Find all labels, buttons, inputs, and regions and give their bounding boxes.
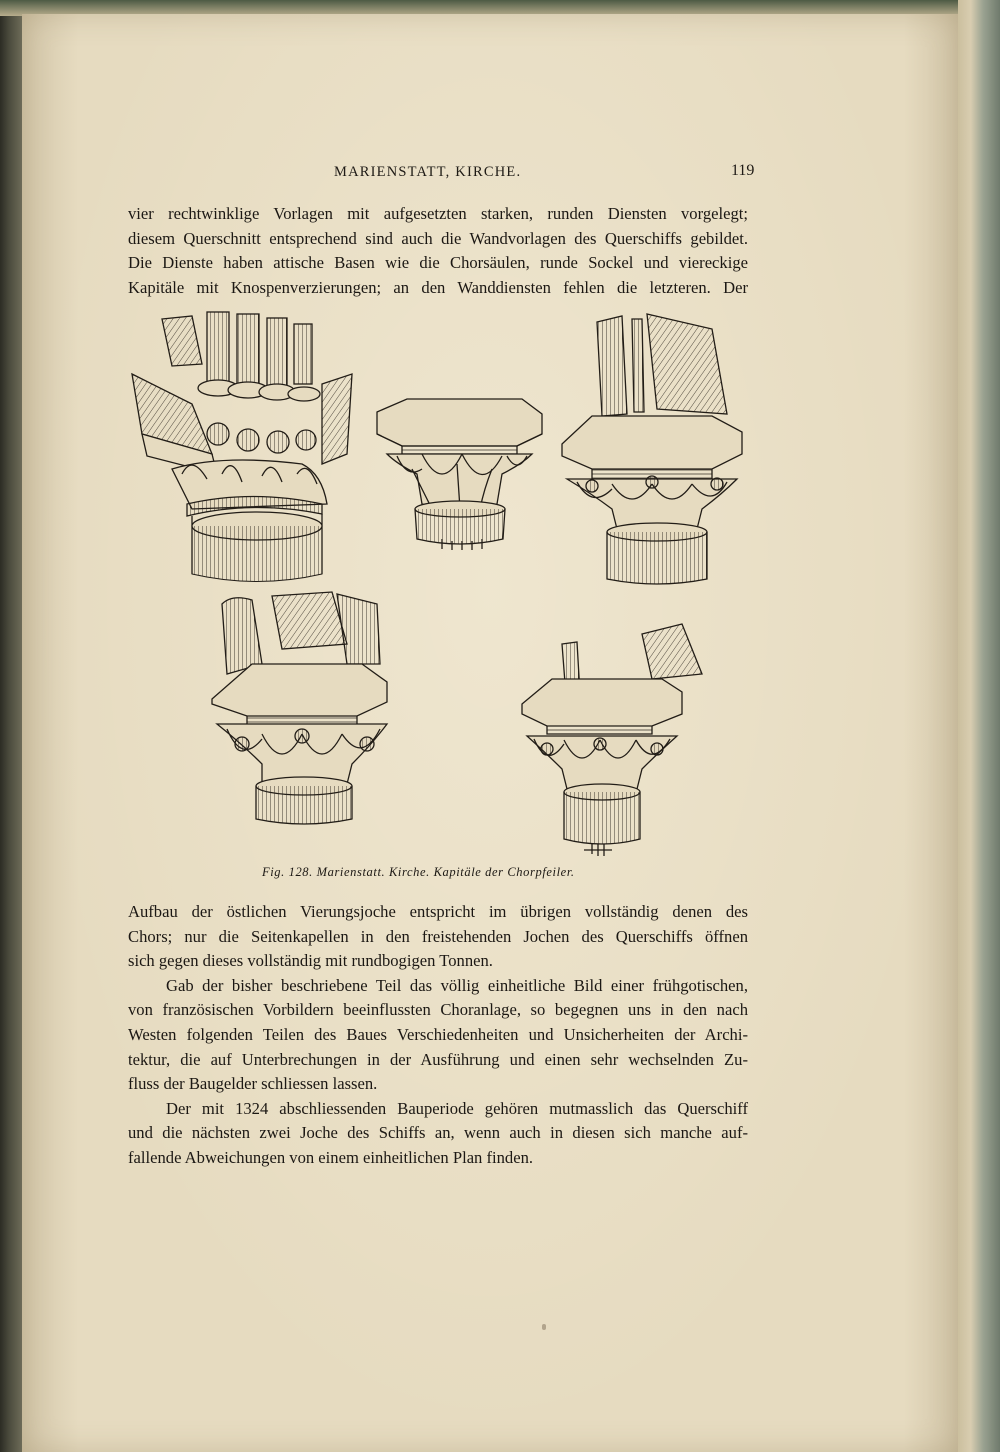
text-line: vier rechtwinklige Vorlagen mit aufgesetzten starken, runden Diensten vorgelegt; bbox=[128, 204, 748, 223]
text-line: Aufbau der östlichen Vierungsjoche entspricht im übrigen vollständig denen des bbox=[128, 902, 748, 921]
text-line: tektur, die auf Unterbrechungen in der Ausführung und einen sehr wechselnden Zu- bbox=[128, 1049, 748, 1069]
capital-bottom-right bbox=[522, 624, 702, 856]
text-line: fluss der Baugelder schliessen lassen. bbox=[128, 1074, 378, 1094]
figure-caption: Fig. 128. Marienstatt. Kirche. Kapitäle der Chorpfeiler. bbox=[262, 865, 575, 879]
capital-top-middle bbox=[377, 399, 542, 550]
page-number: 119 bbox=[731, 162, 755, 179]
running-title: MARIENSTATT, KIRCHE. bbox=[334, 164, 522, 180]
capital-bottom-left bbox=[212, 592, 387, 824]
capital-top-left bbox=[132, 312, 352, 582]
text-line: und die nächsten zwei Joche des Schiffs an, wenn auch in diesen sich manche auf- bbox=[128, 1123, 748, 1143]
text-line: Kapitäle mit Knospenverzierungen; an den Wanddiensten fehlen die letzteren. Der bbox=[128, 277, 748, 297]
ink-speck bbox=[542, 1324, 546, 1330]
paragraphs-bottom bbox=[128, 900, 748, 1171]
capital-top-right bbox=[562, 314, 742, 584]
scan-right-edge bbox=[958, 0, 1000, 1452]
text-line: Der mit 1324 abschliessenden Bauperiode gehören mutmasslich das Querschiff bbox=[166, 1098, 748, 1118]
book-page bbox=[22, 14, 960, 1452]
text-line: Westen folgenden Teilen des Baues Verschiedenheiten und Unsicherheiten der Archi- bbox=[128, 1024, 748, 1044]
figure-capitals bbox=[122, 304, 752, 864]
text-line: Chors; nur die Seitenkapellen in den freistehenden Jochen des Querschiffs öffnen bbox=[128, 926, 748, 946]
scan-left-edge bbox=[0, 0, 22, 1452]
text-line: diesem Querschnitt entsprechend sind auch die Wandvorlagen des Querschiffs gebildet. bbox=[128, 228, 748, 248]
text-line: Gab der bisher beschriebene Teil das völlig einheitliche Bild einer frühgotischen, bbox=[166, 975, 748, 995]
paragraph-top bbox=[128, 202, 748, 300]
capitals-engraving bbox=[122, 304, 752, 864]
text-line: von französischen Vorbildern beeinflussten Choranlage, so begegnen uns in den nach bbox=[128, 1000, 748, 1020]
text-line: Die Dienste haben attische Basen wie die Chorsäulen, runde Sockel und viereckige bbox=[128, 253, 748, 273]
text-line: fallende Abweichungen von einem einheitlichen Plan finden. bbox=[128, 1147, 534, 1167]
text-line: sich gegen dieses vollständig mit rundbogigen Tonnen. bbox=[128, 951, 493, 971]
